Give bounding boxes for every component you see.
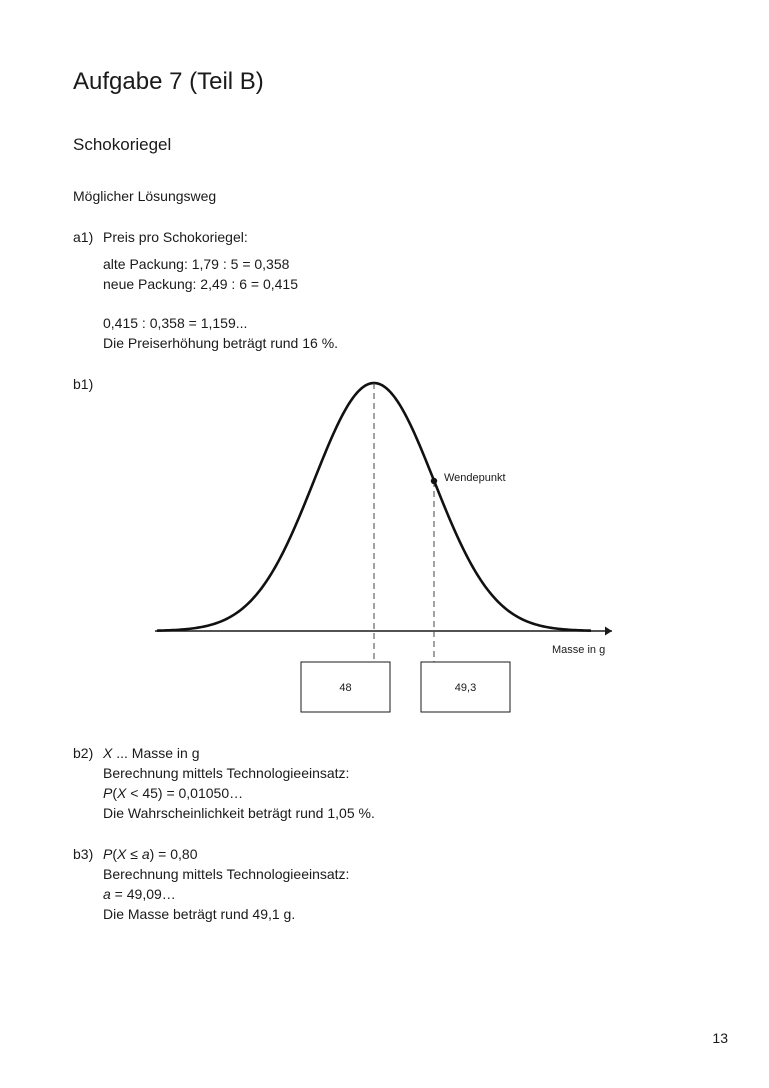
b2-method: Berechnung mittels Technologieeinsatz: [103,765,350,781]
b2-probability: P(X < 45) = 0,01050… [103,785,244,801]
axis-label: Masse in g [552,644,606,656]
b3-equation: P(X ≤ a) = 0,80 [103,846,198,862]
b3-value: a = 49,09… [103,886,176,902]
section-title: Schokoriegel [73,135,172,154]
a1-line-ratio: 0,415 : 0,358 = 1,159... [103,315,248,331]
task-label-b3: b3) [73,846,94,862]
inflection-point [431,478,437,484]
inflection-label: Wendepunkt [444,472,506,484]
solution-heading: Möglicher Lösungsweg [73,188,217,204]
x-axis-arrow [605,627,612,636]
inflection-value: 49,3 [454,682,477,694]
page-title: Aufgabe 7 (Teil B) [73,68,264,95]
b2-result: Die Wahrscheinlichkeit beträgt rund 1,05 %. [103,805,375,821]
a1-line-new-pack: neue Packung: 2,49 : 6 = 0,415 [103,276,298,292]
a1-line-result: Die Preiserhöhung beträgt rund 16 %. [103,335,339,351]
a1-intro: Preis pro Schokoriegel: [103,229,248,245]
task-label-b2: b2) [73,745,94,761]
task-label-a1: a1) [73,229,94,245]
a1-line-old-pack: alte Packung: 1,79 : 5 = 0,358 [103,256,290,272]
b3-result: Die Masse beträgt rund 49,1 g. [103,906,296,922]
b3-method: Berechnung mittels Technologieeinsatz: [103,866,350,882]
mean-value: 48 [339,682,352,694]
b2-variable-def: X ... Masse in g [103,745,200,761]
task-label-b1: b1) [73,376,94,392]
page-number: 13 [712,1030,728,1046]
